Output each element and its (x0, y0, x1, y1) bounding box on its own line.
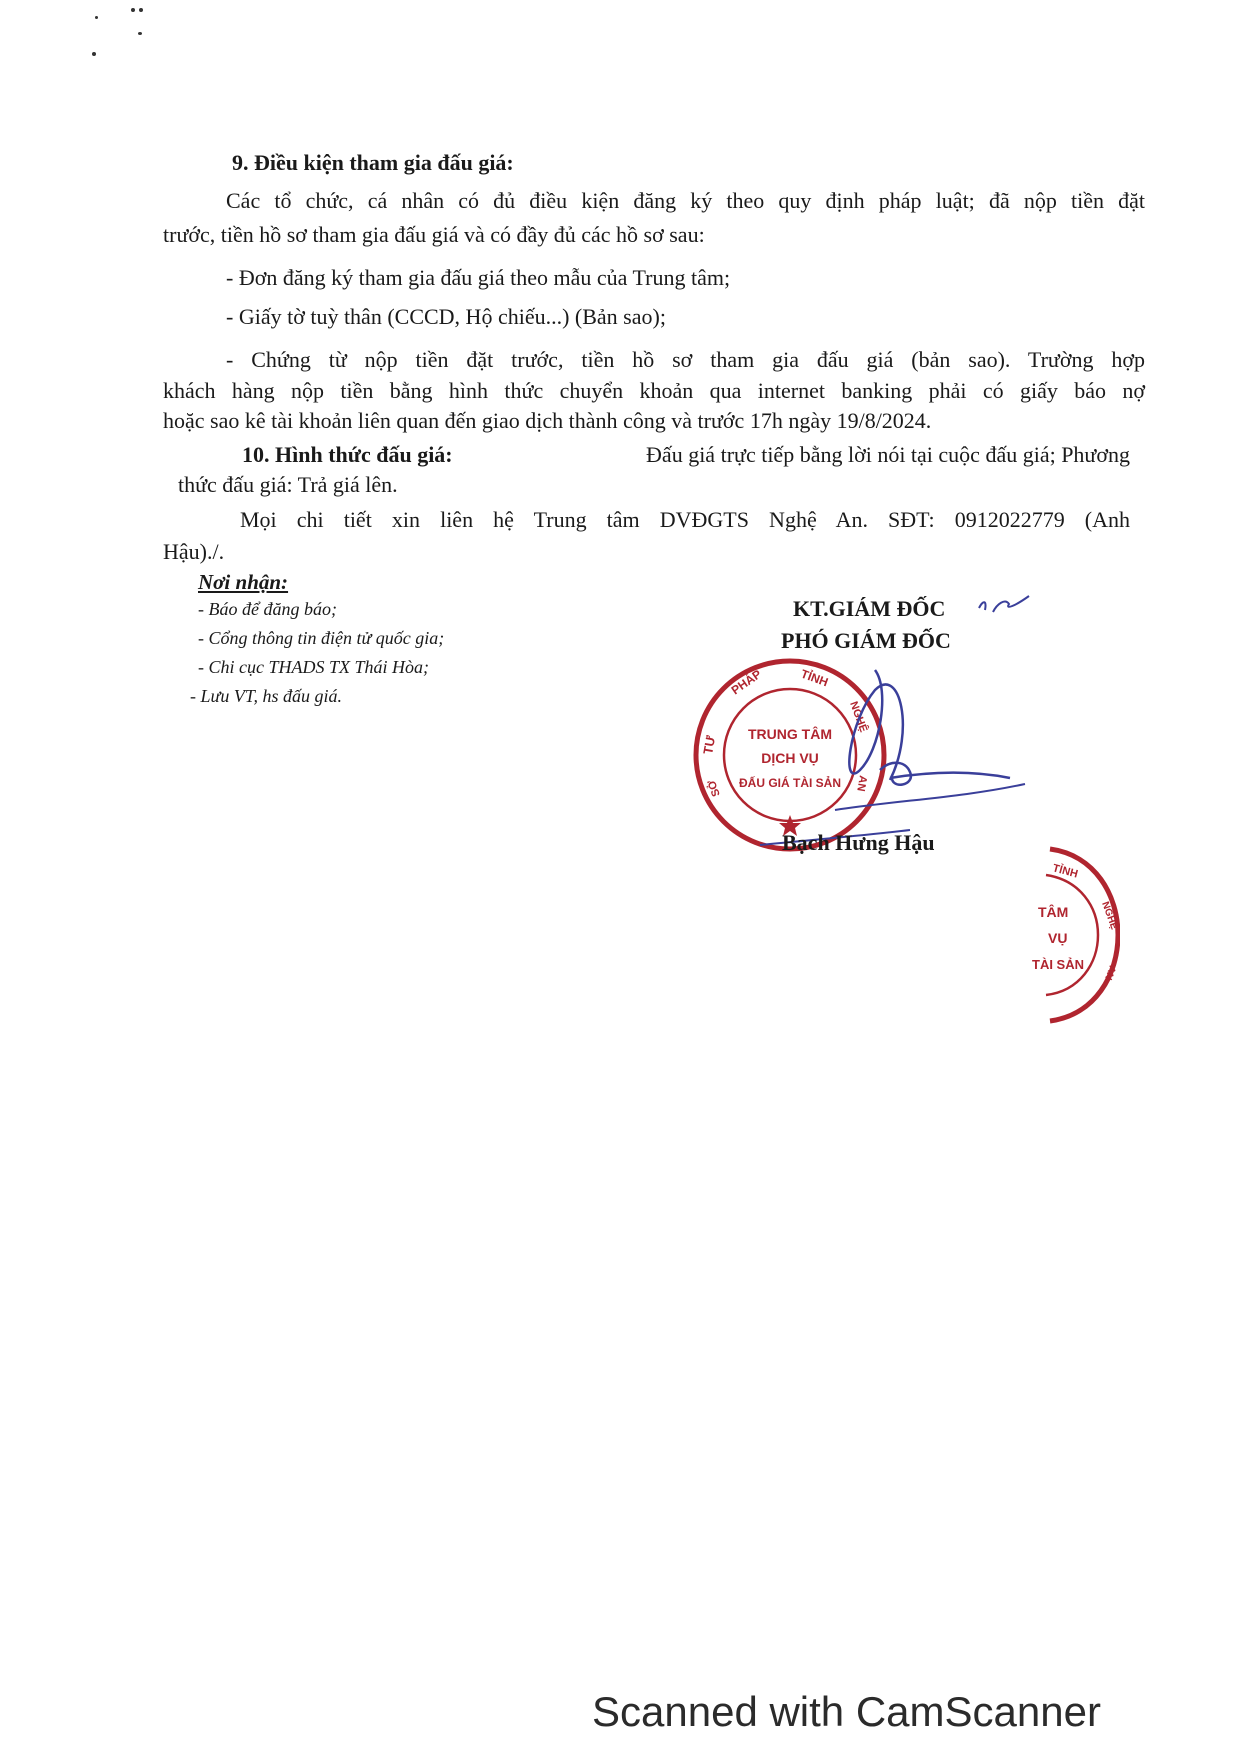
recipient-item: - Cổng thông tin điện tử quốc gia; (198, 628, 445, 648)
partial-stamp-center-line: TÀI SẢN (1032, 957, 1084, 972)
bullet-deposit-line-2: khách hàng nộp tiền bằng hình thức chuyển khoản qua internet banking phải có giấy báo nợ (163, 378, 1145, 403)
contact-line-1: Mọi chi tiết xin liên hệ Trung tâm DVĐGTS Nghệ An. SĐT: 0912022779 (Anh (240, 507, 1130, 532)
partial-stamp-center-line: VỤ (1048, 930, 1068, 946)
section-10-heading: 10. Hình thức đấu giá: (242, 442, 453, 467)
recipients-title: Nơi nhận: (198, 570, 289, 594)
recipient-item: - Chi cục THADS TX Thái Hòa; (198, 657, 429, 677)
signer-name: Bạch Hưng Hậu (782, 830, 935, 855)
bullet-deposit-line-3: hoặc sao kê tài khoản liên quan đến giao dịch thành công và trước 17h ngày 19/8/2024. (163, 408, 932, 433)
stamp-ring-text: PHÁP (728, 666, 765, 698)
partial-stamp-ring-text: AN (1102, 963, 1118, 982)
section-10-method: Đấu giá trực tiếp bằng lời nói tại cuộc đấu giá; Phương (646, 442, 1130, 467)
camscanner-footer: Scanned with CamScanner (592, 1688, 1101, 1735)
stamp-ring-text: AN (854, 774, 869, 793)
contact-line-2: Hậu)./. (163, 539, 225, 564)
stamp-ring-text: SỞ (705, 778, 723, 799)
section-10-line-1 (242, 440, 1130, 470)
section-9-heading: 9. Điều kiện tham gia đấu giá: (232, 150, 514, 175)
stamp-center-line: ĐẤU GIÁ TÀI SẢN (739, 776, 841, 790)
stamp-ring-text: NGHỆ (847, 699, 870, 734)
partial-stamp-center-line: TÂM (1038, 904, 1069, 920)
signature-title-line-1: KT.GIÁM ĐỐC (793, 596, 946, 621)
partial-stamp-ring-text: NGHỆ (1099, 900, 1120, 932)
partial-stamp (1010, 845, 1120, 1025)
stamp-ring-text: TỈNH (798, 666, 831, 690)
recipient-item: - Báo để đăng báo; (198, 599, 337, 619)
stamp-center-line: DỊCH VỤ (761, 750, 819, 766)
section-9-intro-line-1: Các tổ chức, cá nhân có đủ điều kiện đăng ký theo quy định pháp luật; đã nộp tiền đặt (226, 188, 1145, 213)
bullet-deposit-line-1: - Chứng từ nộp tiền đặt trước, tiền hồ sơ tham gia đấu giá (bản sao). Trường hợp (226, 347, 1145, 372)
recipients-block (190, 570, 445, 711)
partial-stamp-ring-text: TỈNH (1051, 862, 1080, 881)
section-10-line-2: thức đấu giá: Trả giá lên. (178, 472, 398, 497)
section-9-intro-line-2: trước, tiền hồ sơ tham gia đấu giá và có đầy đủ các hồ sơ sau: (163, 222, 705, 247)
signature-title-line-2: PHÓ GIÁM ĐỐC (781, 628, 951, 653)
stamp-center-line: TRUNG TÂM (748, 726, 832, 742)
recipient-item: - Lưu VT, hs đấu giá. (190, 686, 342, 706)
initials-scribble (975, 590, 1035, 620)
bullet-identity-documents: - Giấy tờ tuỳ thân (CCCD, Hộ chiếu...) (Bản sao); (226, 304, 666, 329)
bullet-registration-form: - Đơn đăng ký tham gia đấu giá theo mẫu của Trung tâm; (226, 265, 731, 290)
stamp-ring-text: TƯ (700, 734, 719, 756)
